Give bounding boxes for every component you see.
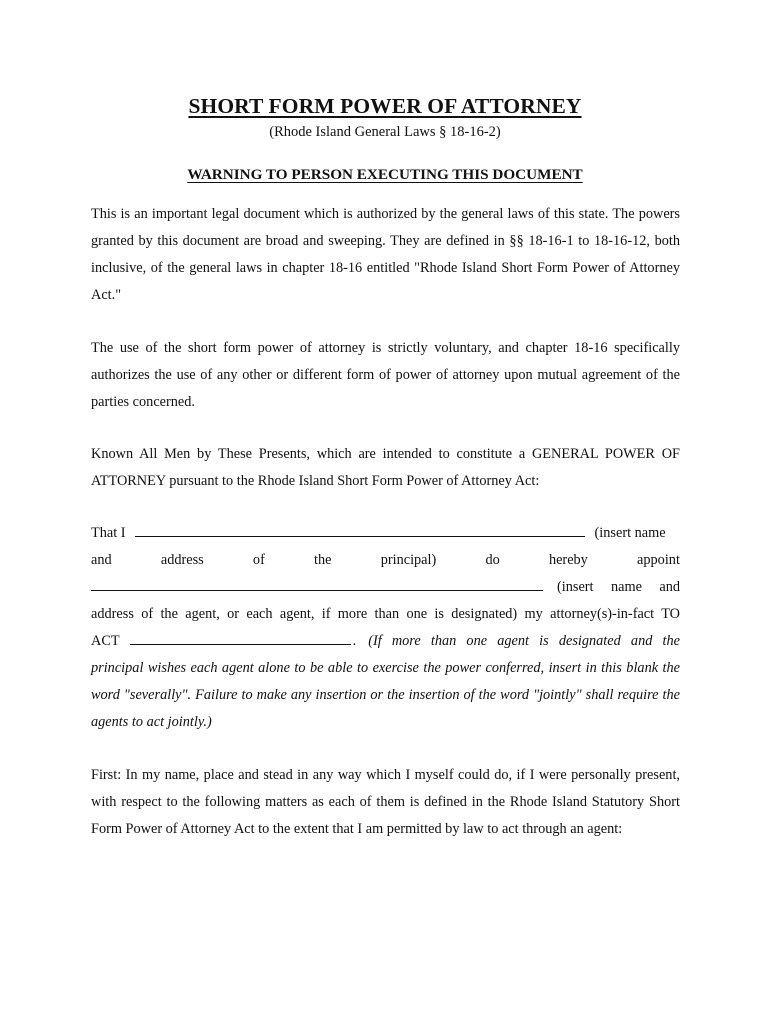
italic-instruction-start: (If more than one agent is designated and the: [368, 633, 680, 649]
document-title: SHORT FORM POWER OF ATTORNEY: [188, 94, 582, 118]
word: address: [160, 552, 204, 568]
word: the: [314, 552, 332, 568]
principal-name-blank[interactable]: [135, 521, 585, 537]
paragraph-voluntary-use: The use of the short form power of attorney is strictly voluntary, and chapter 18-16 specifically authorizes the use of any other or different form of power of attorney upon mutual agreement of the parties concerned.: [91, 340, 680, 410]
appointment-line-2: [91, 547, 680, 574]
paragraph-warning-text: This is an important legal document which is authorized by the general laws of this state. The powers granted by this document are broad and sweeping. They are defined in §§ 18-16-1 to 18-16-12, both inclusive, of the general laws in chapter 18-16 entitled "Rhode Island Short Form Power of Attorney Act.": [91, 206, 680, 303]
word: hereby: [548, 552, 588, 568]
statute-citation: (Rhode Island General Laws § 18-16-2): [269, 124, 501, 140]
that-i-label: That I: [91, 525, 126, 541]
period: .: [352, 633, 357, 649]
appointment-line-3: [91, 574, 680, 601]
appointment-line-1: [91, 520, 680, 547]
word: and: [91, 552, 112, 568]
warning-heading: WARNING TO PERSON EXECUTING THIS DOCUMENT: [187, 166, 583, 183]
act-label: ACT: [91, 633, 120, 649]
severally-jointly-blank[interactable]: [130, 629, 351, 645]
paragraph-first-powers: First: In my name, place and stead in any way which I myself could do, if I were personally present, with respect to the following matters as each of them is defined in the Rhode Island Statutory Short Form Power of Attorney Act to the extent that I am permitted by law to act through an agent:: [91, 767, 680, 837]
agent-name-blank[interactable]: [91, 575, 543, 591]
paragraph-known-all-men: Known All Men by These Presents, which are intended to constitute a GENERAL POWER OF ATTORNEY pursuant to the Rhode Island Short Form Power of Attorney Act:: [91, 446, 680, 489]
insert-name-and-label: (insert name and: [557, 579, 680, 595]
appointment-line-4: address of the agent, or each agent, if more than one is designated) my attorney(s)-in-fact TO: [91, 606, 680, 622]
appointment-line-5: [91, 628, 680, 655]
word: appoint: [637, 552, 680, 568]
word: of: [252, 552, 265, 568]
word: principal): [380, 552, 437, 568]
word: do: [485, 552, 500, 568]
italic-instruction-rest: principal wishes each agent alone to be able to exercise the power conferred, insert in this blank the word "severally". Failure to make any insertion or the insertion of the word "jointly" shall require the agents to act jointly.): [91, 660, 680, 730]
insert-name-label: (insert name: [594, 525, 666, 541]
